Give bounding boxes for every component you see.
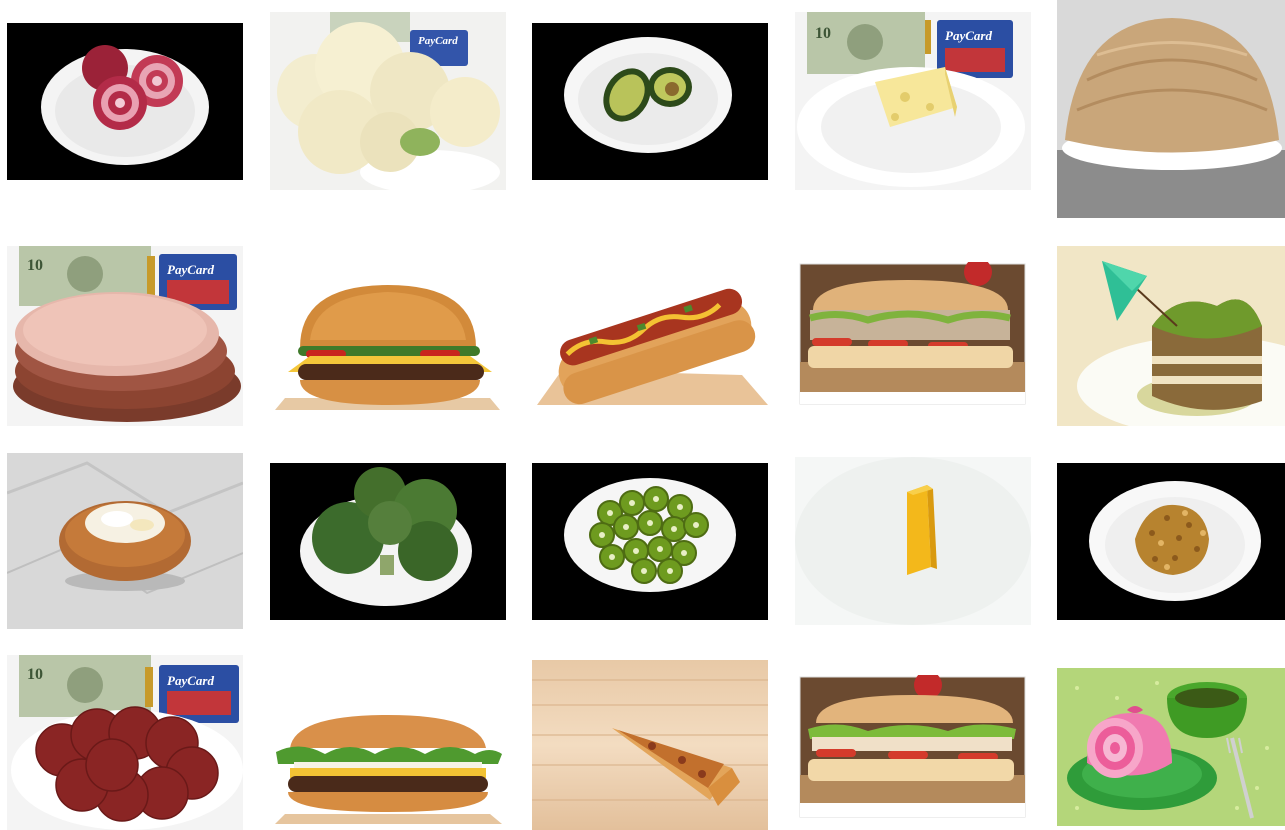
turkey-sub-photo [798,675,1027,820]
long-burger-photo [270,710,506,828]
cauliflower-photo [270,12,506,190]
granola-photo [1057,463,1285,620]
paycard-label: PayCard [167,262,214,277]
paycard-label: PayCard [945,28,992,43]
baked-potato-photo [7,453,243,629]
cheddar-cheese-photo [795,457,1031,625]
cheeseburger-photo [270,270,506,415]
paycard-label: PayCard [167,673,214,688]
pizza-slice-photo [532,660,768,830]
hot-dog-photo [532,270,768,415]
tuna-sub-photo [798,262,1027,408]
sliced-kiwi-photo [532,463,768,620]
red-onion-photo [7,23,243,180]
swiss-cheese-photo [795,12,1031,190]
sliced-ham-photo [7,246,243,426]
green-tea-tiramisu-photo [1057,246,1285,426]
salami-photo [7,655,243,830]
pink-swiss-roll-photo [1057,668,1285,826]
broccoli-photo [270,463,506,620]
paycard-label: PayCard [418,35,458,47]
avocado-photo [532,23,768,180]
bill-label: 10 [27,666,43,683]
bill-label: 10 [27,257,43,274]
brown-rice-photo [1057,0,1285,218]
bill-label: 10 [815,25,831,42]
